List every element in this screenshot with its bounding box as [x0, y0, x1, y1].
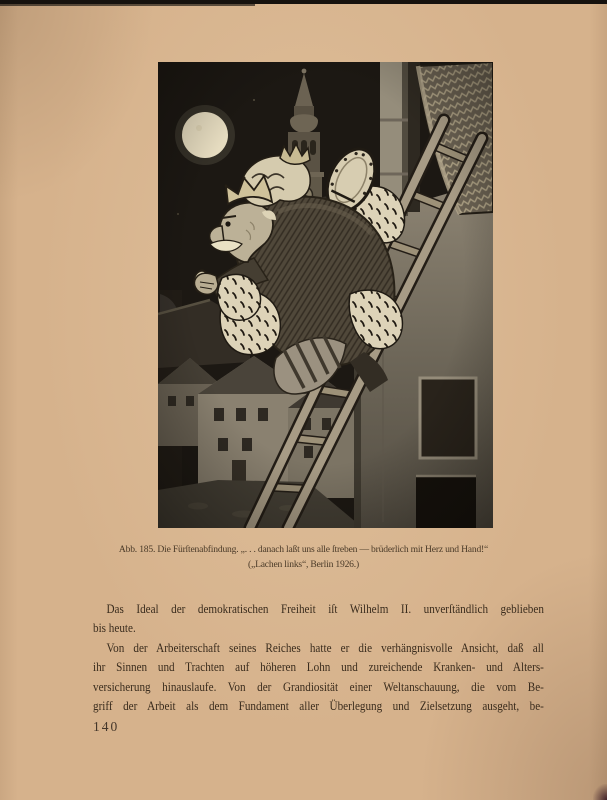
- page-number: 140: [93, 719, 120, 734]
- body-line-1: Das Ideal der demokratischen Freiheit iſt Wilhelm II. unverſtändlich geblieben: [106, 602, 544, 616]
- print-vignette: [158, 62, 493, 528]
- body-line-5: versicherung hinauslaufe. Von der Grandiosität einer Weltanschauung, die vom Be-: [93, 679, 544, 694]
- body-line-2: bis heute.: [93, 621, 136, 636]
- illustration: [158, 62, 493, 528]
- scan-smudge: [593, 784, 607, 800]
- illustration-svg: [158, 62, 493, 528]
- scan-edge-top-left: [0, 4, 255, 6]
- body-line-6: griff der Arbeit als dem Fundament aller Überlegung und Zielsetzung ausgeht, be-: [93, 698, 544, 713]
- body-text: [93, 600, 544, 716]
- figure-caption-line1: Abb. 185. Die Fürſtenabfindung. „. . . danach laßt uns alle ſtreben — brüderlich mit Herz und Hand!“: [118, 544, 489, 555]
- figure-caption-line2: („Lachen links“, Berlin 1926.): [248, 559, 359, 570]
- body-line-3: Von der Arbeiterschaft seines Reiches hatte er die verhängnisvolle Ansicht, daß all: [106, 640, 544, 655]
- figure-caption: [0, 542, 607, 572]
- body-line-4: ihr Sinnen und Trachten auf höheren Lohn und zureichende Kranken- und Alters-: [93, 660, 544, 675]
